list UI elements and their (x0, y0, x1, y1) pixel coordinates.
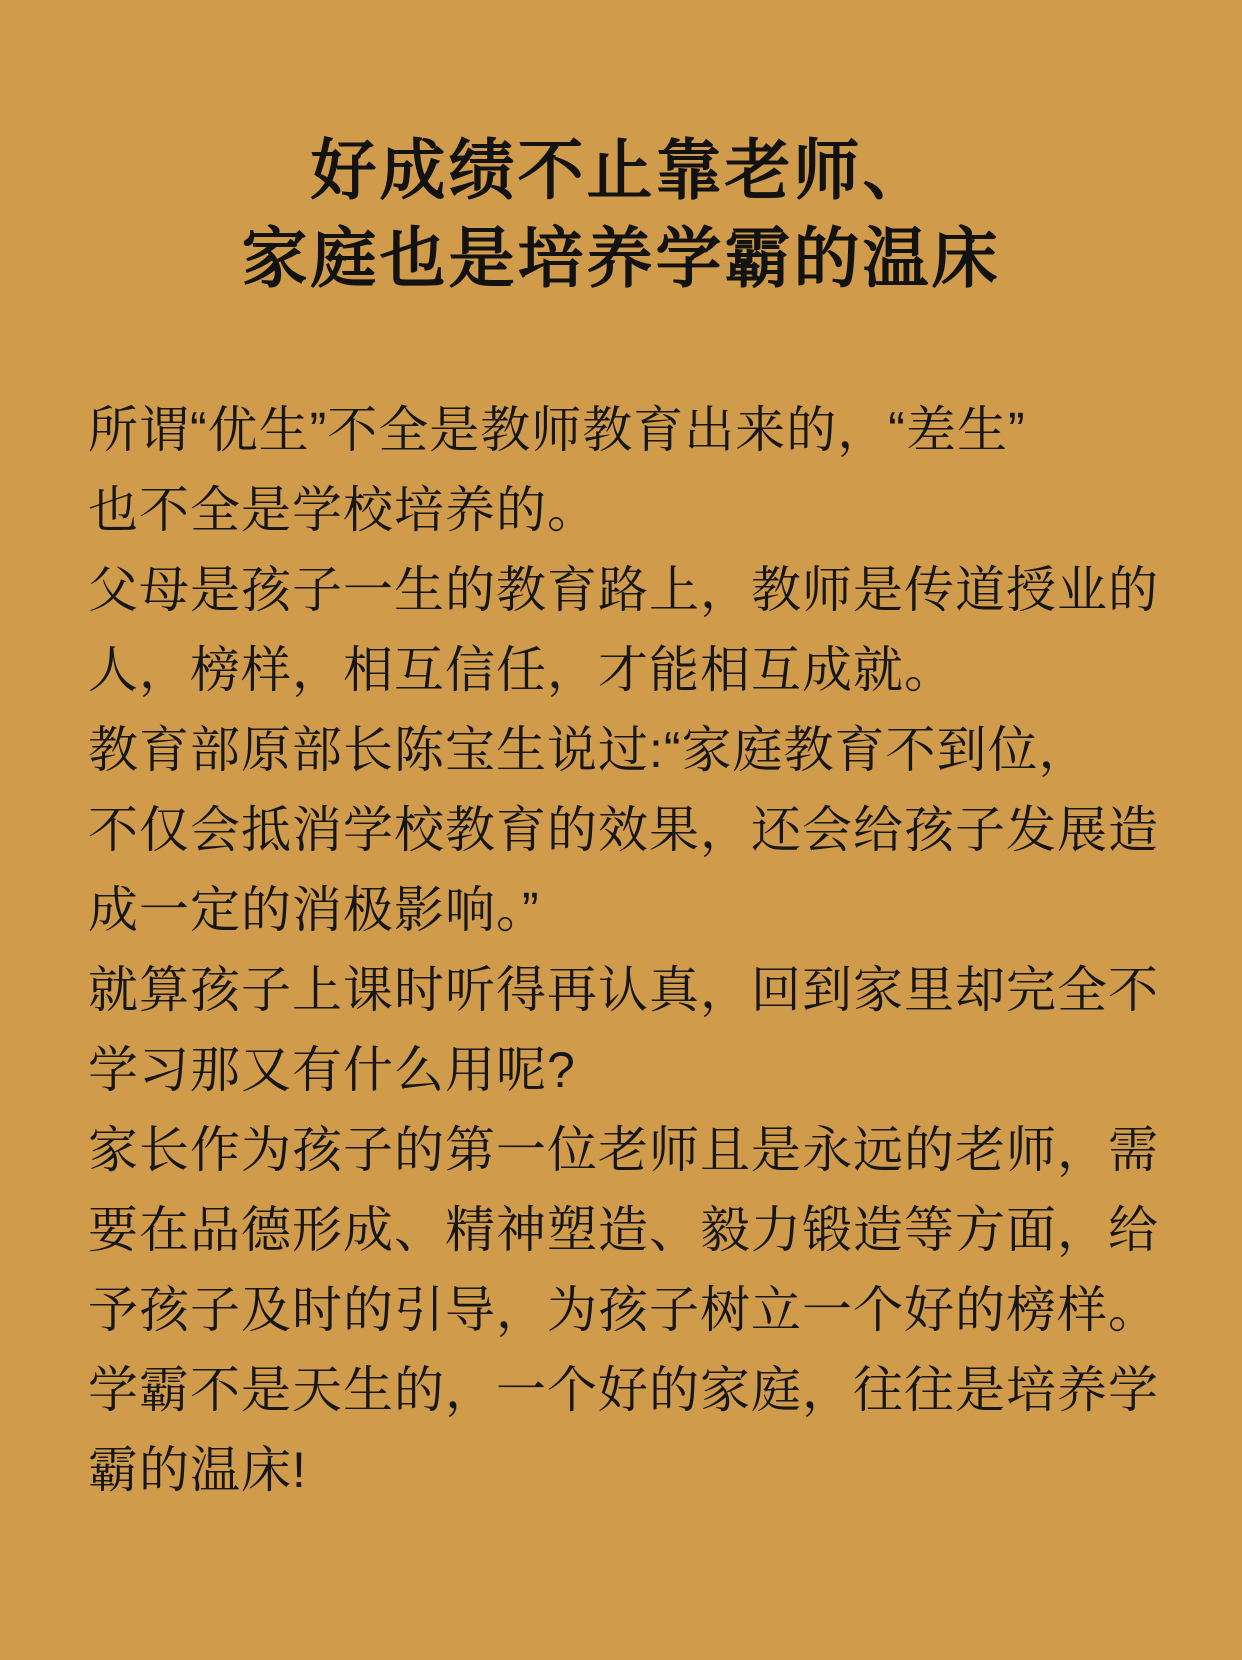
body-line: 就算孩子上课时听得再认真，回到家里却完全不 (88, 962, 1159, 1018)
title-line-1: 好成绩不止靠老师、 (310, 133, 932, 207)
body-line: 也不全是学校培养的。 (88, 482, 598, 538)
body-text (0, 390, 1242, 1510)
body-line: 不仅会抵消学校教育的效果，还会给孩子发展造 (88, 802, 1159, 858)
body-line: 霸的温床! (88, 1442, 307, 1498)
body-line: 家长作为孩子的第一位老师且是永远的老师，需 (88, 1122, 1159, 1178)
body-line: 成一定的消极影响。” (88, 882, 540, 938)
body-line: 人，榜样，相互信任，才能相互成就。 (88, 642, 955, 698)
body-line: 教育部原部长陈宝生说过:“家庭教育不到位， (88, 722, 1090, 778)
title-line-2: 家庭也是培养学霸的温床 (241, 221, 1001, 295)
body-line: 父母是孩子一生的教育路上，教师是传道授业的 (88, 562, 1159, 618)
body-line: 学习那又有什么用呢? (88, 1042, 576, 1098)
body-line: 予孩子及时的引导，为孩子树立一个好的榜样。 (88, 1282, 1159, 1338)
body-line: 要在品德形成、精神塑造、毅力锻造等方面，给 (88, 1202, 1159, 1258)
page-title (0, 0, 1242, 302)
body-line: 所谓“优生”不全是教师教育出来的，“差生” (88, 402, 1026, 458)
body-line: 学霸不是天生的，一个好的家庭，往往是培养学 (88, 1362, 1159, 1418)
